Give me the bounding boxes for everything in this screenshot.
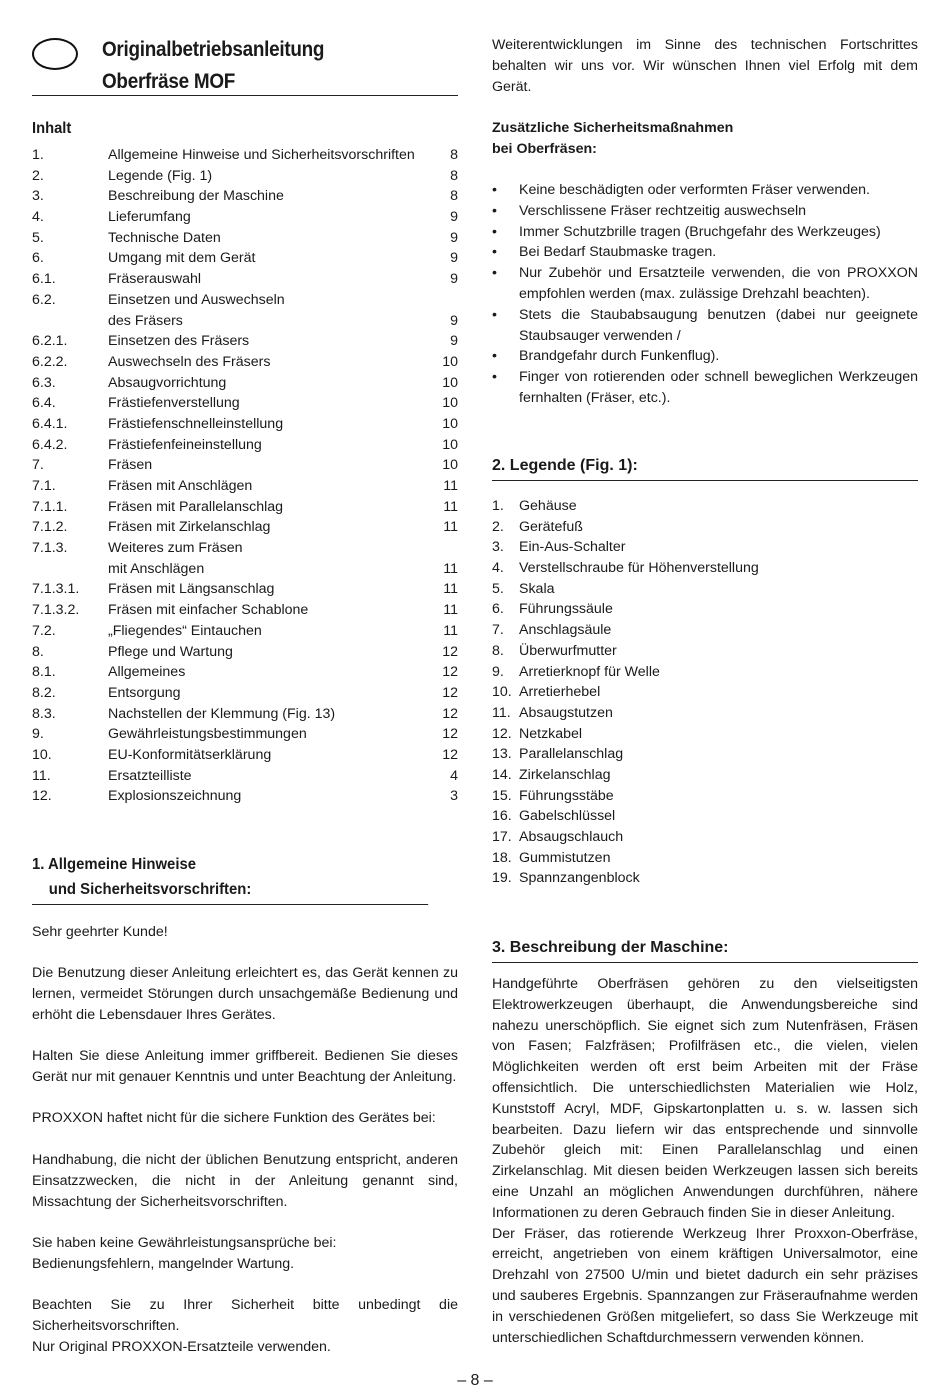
legend-number: 12. <box>492 725 512 742</box>
legend-number: 15. <box>492 787 512 804</box>
machine-description-p2: Der Fräser, das rotierende Werkzeug Ihrer Proxxon-Oberfräse, erreicht, angetrieben von einem kräftigen Universalmotor, eine Drehzahl von 27500 U/min und bietet dadurch ein sehr präzises und sauberes Ergebnis. Spannzangen zur Fräseraufnahme werden in verschiedenen Größen mitgeliefert, so dass Sie Werkzeuge mit unterschiedlichen Schaftdurchmessern verwenden können. <box>492 1225 918 1346</box>
legend-item <box>492 579 918 600</box>
toc-page: 3 <box>450 788 458 805</box>
legend-text: Führungssäule <box>519 601 613 618</box>
toc-row <box>32 642 458 663</box>
paragraph-continuation: Weiterentwicklungen im Sinne des technischen Fortschrittes behalten wir uns vor. Wir wünschen Ihnen viel Erfolg mit dem Gerät. <box>492 37 918 95</box>
legend-item <box>492 827 918 848</box>
toc-row <box>32 704 458 725</box>
table-of-contents <box>32 145 458 807</box>
paragraph-machine-description <box>492 974 918 1348</box>
toc-number: 7.1.3.1. <box>32 581 80 598</box>
toc-number: 6.3. <box>32 374 56 391</box>
toc-number: 9. <box>32 726 44 743</box>
safety-bullet: • Finger von rotierenden oder schnell beweglichen Werkzeugen fernhalten (Fräser, etc.). <box>492 367 918 409</box>
warranty-line-1: Sie haben keine Gewährleistungsansprüche bei: <box>32 1235 337 1251</box>
toc-page: 11 <box>443 519 458 536</box>
toc-row <box>32 248 458 269</box>
legend-number: 5. <box>492 580 504 597</box>
toc-row <box>32 269 458 290</box>
toc-number: 7.1.3.2. <box>32 602 80 619</box>
toc-title: Weiteres zum Fräsen <box>108 540 243 557</box>
safety-bullet: • Verschlissene Fräser rechtzeitig auswechseln <box>492 201 918 222</box>
title-divider <box>32 95 458 96</box>
toc-row <box>32 311 458 332</box>
legend-list <box>492 496 918 889</box>
legend-number: 8. <box>492 642 504 659</box>
legend-text: Gabelschlüssel <box>519 808 616 825</box>
toc-number: 1. <box>32 147 44 163</box>
toc-page: 12 <box>442 705 458 722</box>
toc-page: 10 <box>442 353 458 370</box>
safety-bullet: • Immer Schutzbrille tragen (Bruchgefahr des Werkzeuges) <box>492 222 918 243</box>
legend-text: Arretierhebel <box>519 684 601 701</box>
legend-number: 16. <box>492 808 512 825</box>
toc-title: Fräsen mit Anschlägen <box>108 478 253 494</box>
toc-number: 6. <box>32 250 44 267</box>
legend-item <box>492 496 918 517</box>
legend-number: 3. <box>492 539 504 556</box>
toc-page: 10 <box>442 436 458 453</box>
legend-number: 13. <box>492 746 512 763</box>
section-1-heading <box>32 852 428 905</box>
legend-item <box>492 703 918 724</box>
legend-text: Absaugschlauch <box>519 829 624 845</box>
toc-number: 7.1. <box>32 478 56 494</box>
toc-row <box>32 766 458 787</box>
toc-title: Frästiefenschnelleinstellung <box>108 415 284 432</box>
toc-page: 9 <box>450 333 458 350</box>
toc-title: Fräsen mit Zirkelanschlag <box>108 519 271 536</box>
legend-item <box>492 599 918 620</box>
toc-page: 11 <box>443 602 458 619</box>
title-line-2: Oberfräse MOF <box>102 70 236 93</box>
machine-description-p1: Handgeführte Oberfräsen gehören zu den vielseitigsten Elektrowerkzeugen überhaupt, die Anwendungsbereiche sind nahezu unerschöpflich. Sie eignet sich zum Nutenfräsen, Fräsen von Fasen; Falzfräsen; Profilfräsen etc., die vielen, vielen Möglichkeiten werden oft erst beim Arbeiten mit der Fräse offensichtlich. Die unterschiedlichsten Materialien wie Holz, Kunststoff Acryl, MDF, Gipskartonplatten u. s. w. lassen sich bearbeiten. Dazu liefern wir das entsprechende und sinnvolle Zubehör gleich mit: Einen Parallelanschlag und einen Zirkelanschlag. Mit diesen beiden Werkzeugen lassen sich bereits eine Unzahl an möglichen Anwendungen durchführen, nähere Informationen zu deren Gebrauch finden Sie in dieser Anleitung. <box>492 976 918 1221</box>
legend-text: Gerätefuß <box>519 518 583 535</box>
toc-title: Einsetzen des Fräsers <box>108 333 250 350</box>
toc-page: 10 <box>442 395 458 412</box>
toc-page: 10 <box>442 415 458 432</box>
paragraph-greeting: Sehr geehrter Kunde! <box>32 924 168 940</box>
safety-bullet: • Brandgefahr durch Funkenflug). <box>492 346 918 367</box>
legend-item <box>492 724 918 745</box>
legend-text: Absaugstutzen <box>519 704 613 721</box>
toc-title: Absaugvorrichtung <box>108 374 227 391</box>
legend-text: Gehäuse <box>519 498 577 514</box>
safety-bullet: • Stets die Staubabsaugung benutzen (dabei nur geeignete Staubsauger verwenden / <box>492 305 918 347</box>
toc-number: 10. <box>32 746 52 763</box>
toc-number: 6.4. <box>32 395 56 412</box>
legend-text: Überwurfmutter <box>519 642 617 659</box>
toc-number: 12. <box>32 788 52 805</box>
toc-page: 12 <box>442 643 458 660</box>
title-line-1: Originalbetriebsanleitung <box>102 38 325 61</box>
toc-title: Lieferumfang <box>108 209 191 226</box>
toc-title: Fräsen <box>108 457 153 474</box>
toc-number: 6.1. <box>32 271 56 288</box>
toc-row <box>32 186 458 207</box>
safety-heading-line-1: Zusätzliche Sicherheitsmaßnahmen <box>492 120 734 136</box>
toc-title: Allgemeines <box>108 664 186 681</box>
paragraph-liability: PROXXON haftet nicht für die sichere Funktion des Gerätes bei: <box>32 1110 436 1126</box>
legend-number: 9. <box>492 663 504 680</box>
toc-row <box>32 290 458 311</box>
toc-row <box>32 476 458 497</box>
safety-bullet: • Bei Bedarf Staubmaske tragen. <box>492 242 918 263</box>
toc-heading: Inhalt <box>32 120 72 137</box>
safety-bullet: • Keine beschädigten oder verformten Fräser verwenden. <box>492 180 918 201</box>
legend-number: 1. <box>492 498 504 514</box>
toc-number: 3. <box>32 188 44 205</box>
safety-note-line-2: Nur Original PROXXON-Ersatzteile verwenden. <box>32 1338 331 1355</box>
toc-number: 7.1.1. <box>32 498 68 515</box>
toc-number: 8.3. <box>32 705 56 722</box>
toc-page: 12 <box>442 684 458 701</box>
safety-bullet-list <box>492 180 918 409</box>
safety-note-line-1: Beachten Sie zu Ihrer Sicherheit bitte unbedingt die Sicherheitsvorschriften. <box>32 1297 458 1334</box>
toc-number: 8.1. <box>32 664 56 681</box>
toc-title: Allgemeine Hinweise und Sicherheitsvorschriften <box>108 147 415 163</box>
toc-row <box>32 559 458 580</box>
toc-title: Einsetzen und Auswechseln <box>108 291 285 308</box>
toc-page: 9 <box>450 209 458 226</box>
toc-page: 12 <box>442 664 458 681</box>
legend-item <box>492 537 918 558</box>
paragraph-keep-manual: Halten Sie diese Anleitung immer griffbereit. Bedienen Sie dieses Gerät nur mit genauer Kenntnis und unter Beachtung der Anleitung. <box>32 1048 458 1085</box>
section-1-heading-line-2: und Sicherheitsvorschriften: <box>48 881 252 898</box>
legend-number: 18. <box>492 849 512 866</box>
legend-text: Anschlagsäule <box>519 622 612 639</box>
safety-bullet: • Nur Zubehör und Ersatzteile verwenden, die von PROXXON empfohlen werden (max. zulässige Drehzahl beachten). <box>492 263 918 305</box>
legend-text: Parallelanschlag <box>519 746 624 763</box>
toc-page: 11 <box>443 581 458 598</box>
toc-number: 6.2.2. <box>32 353 68 370</box>
legend-number: 4. <box>492 560 504 577</box>
toc-number: 7.1.3. <box>32 540 68 557</box>
toc-row <box>32 745 458 766</box>
toc-title: Fräserauswahl <box>108 271 202 288</box>
legend-text: Gummistutzen <box>519 849 611 866</box>
toc-title: Legende (Fig. 1) <box>108 167 213 184</box>
toc-title: mit Anschlägen <box>108 560 205 577</box>
toc-row <box>32 724 458 745</box>
toc-number: 7. <box>32 457 44 474</box>
paragraph-handling: Handhabung, die nicht der üblichen Benutzung entspricht, anderen Einsatzzwecken, die nicht in der Anleitung genannt sind, Missachtung der Sicherheitsvorschriften. <box>32 1152 458 1210</box>
legend-item <box>492 848 918 869</box>
toc-page: 9 <box>450 271 458 288</box>
legend-number: 2. <box>492 518 504 535</box>
legend-item <box>492 806 918 827</box>
legend-item <box>492 786 918 807</box>
toc-row <box>32 207 458 228</box>
toc-page: 8 <box>450 167 458 184</box>
toc-number: 7.1.2. <box>32 519 68 536</box>
legend-item <box>492 744 918 765</box>
safety-heading <box>492 118 733 160</box>
toc-number: 2. <box>32 167 44 184</box>
toc-page: 11 <box>443 560 458 577</box>
toc-page: 8 <box>450 188 458 205</box>
legend-number: 6. <box>492 601 504 618</box>
toc-row <box>32 414 458 435</box>
toc-page: 12 <box>442 746 458 763</box>
toc-row <box>32 579 458 600</box>
toc-title: Fräsen mit Längsanschlag <box>108 581 275 598</box>
toc-page: 8 <box>450 147 458 163</box>
toc-title: Gewährleistungsbestimmungen <box>108 726 307 743</box>
toc-row <box>32 352 458 373</box>
toc-page: 9 <box>450 312 458 329</box>
toc-row <box>32 435 458 456</box>
toc-number: 6.2.1. <box>32 333 68 350</box>
toc-title: Beschreibung der Maschine <box>108 188 284 205</box>
legend-text: Ein-Aus-Schalter <box>519 539 626 556</box>
toc-page: 11 <box>443 498 458 515</box>
toc-page: 9 <box>450 229 458 246</box>
toc-title: Technische Daten <box>108 229 221 246</box>
toc-title: Auswechseln des Fräsers <box>108 353 271 370</box>
toc-title: Explosionszeichnung <box>108 788 242 805</box>
logo-oval <box>32 38 78 70</box>
toc-row <box>32 662 458 683</box>
legend-item <box>492 682 918 703</box>
legend-text: Skala <box>519 580 555 597</box>
toc-row <box>32 373 458 394</box>
toc-title: Frästiefenfeineinstellung <box>108 436 262 453</box>
toc-row <box>32 455 458 476</box>
toc-page: 11 <box>443 478 458 494</box>
toc-title: Nachstellen der Klemmung (Fig. 13) <box>108 705 336 722</box>
legend-item <box>492 558 918 579</box>
legend-text: Netzkabel <box>519 725 583 742</box>
toc-row <box>32 683 458 704</box>
legend-item <box>492 641 918 662</box>
section-1-heading-line-1: 1. Allgemeine Hinweise <box>32 856 197 873</box>
legend-number: 11. <box>492 704 511 721</box>
toc-page: 10 <box>442 374 458 391</box>
toc-title: Pflege und Wartung <box>108 643 233 660</box>
safety-heading-line-2: bei Oberfräsen: <box>492 141 597 157</box>
legend-text: Verstellschraube für Höhenverstellung <box>519 560 759 577</box>
legend-number: 19. <box>492 870 512 887</box>
toc-title: Ersatzteilliste <box>108 767 192 784</box>
toc-number: 5. <box>32 229 44 246</box>
toc-number: 8.2. <box>32 684 56 701</box>
legend-text: Zirkelanschlag <box>519 766 611 783</box>
legend-item <box>492 620 918 641</box>
legend-text: Führungsstäbe <box>519 787 614 804</box>
toc-number: 6.2. <box>32 291 56 308</box>
toc-title: Fräsen mit Parallelanschlag <box>108 498 284 515</box>
toc-title: EU-Konformitätserklärung <box>108 746 272 763</box>
toc-number: 8. <box>32 643 44 660</box>
document-title <box>102 34 324 98</box>
toc-number: 4. <box>32 209 44 226</box>
toc-row <box>32 145 458 166</box>
legend-item <box>492 765 918 786</box>
toc-title: Frästiefenverstellung <box>108 395 240 412</box>
warranty-line-2: Bedienungsfehlern, mangelnder Wartung. <box>32 1255 295 1272</box>
toc-row <box>32 166 458 187</box>
toc-title: des Fräsers <box>108 312 183 329</box>
page-number: – 8 – <box>457 1372 493 1389</box>
toc-title: Fräsen mit einfacher Schablone <box>108 602 309 619</box>
toc-row <box>32 621 458 642</box>
toc-page: 11 <box>443 622 458 639</box>
legend-item <box>492 868 918 889</box>
paragraph-intro: Die Benutzung dieser Anleitung erleichtert es, das Gerät kennen zu lernen, vermeidet Störungen durch unsachgemäße Bedienung und erhöht die Lebensdauer Ihres Gerätes. <box>32 965 458 1023</box>
toc-title: „Fliegendes“ Eintauchen <box>108 622 262 639</box>
section-3-heading: 3. Beschreibung der Maschine: <box>492 935 918 963</box>
toc-row <box>32 786 458 807</box>
toc-number: 6.4.1. <box>32 415 68 432</box>
toc-row <box>32 228 458 249</box>
legend-item <box>492 662 918 683</box>
toc-title: Umgang mit dem Gerät <box>108 250 256 267</box>
paragraph-safety-note <box>32 1295 458 1357</box>
toc-title: Entsorgung <box>108 684 181 701</box>
legend-number: 14. <box>492 766 512 783</box>
legend-number: 17. <box>492 829 512 845</box>
legend-number: 10. <box>492 684 512 701</box>
toc-row <box>32 393 458 414</box>
legend-text: Spannzangenblock <box>519 870 640 887</box>
toc-row <box>32 517 458 538</box>
toc-page: 10 <box>442 457 458 474</box>
toc-page: 4 <box>450 767 458 784</box>
toc-row <box>32 538 458 559</box>
toc-page: 12 <box>442 726 458 743</box>
toc-number: 11. <box>32 767 51 784</box>
legend-text: Arretierknopf für Welle <box>519 663 660 680</box>
toc-row <box>32 600 458 621</box>
paragraph-warranty <box>32 1233 458 1275</box>
toc-row <box>32 331 458 352</box>
toc-row <box>32 497 458 518</box>
toc-number: 7.2. <box>32 622 56 639</box>
legend-number: 7. <box>492 622 504 639</box>
toc-number: 6.4.2. <box>32 436 68 453</box>
toc-page: 9 <box>450 250 458 267</box>
legend-item <box>492 517 918 538</box>
section-2-heading: 2. Legende (Fig. 1): <box>492 453 918 481</box>
